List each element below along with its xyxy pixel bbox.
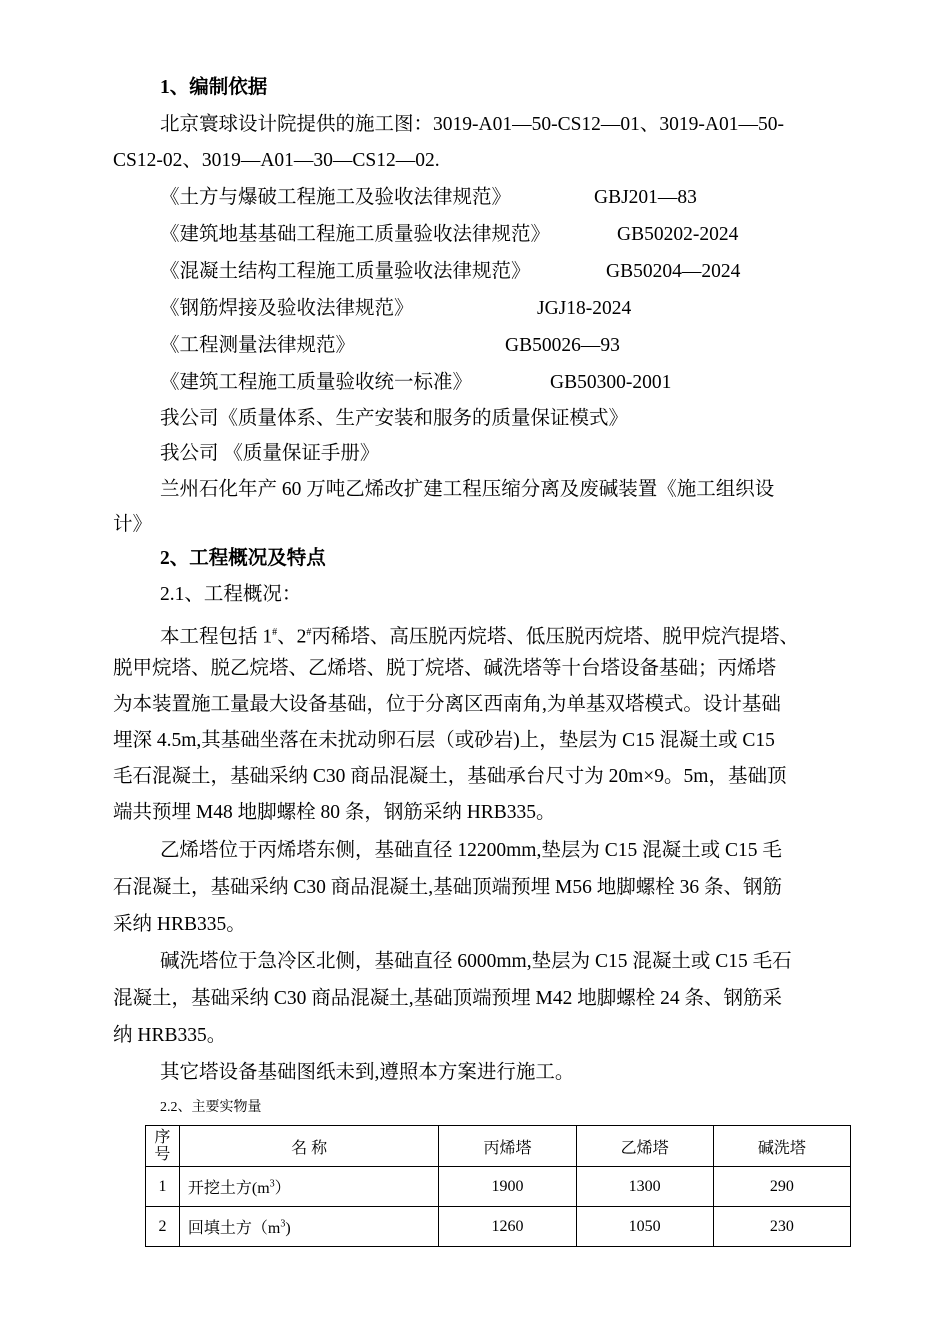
company-doc-2: 我公司 《质量保证手册》 bbox=[160, 443, 380, 464]
row-number: 2 bbox=[146, 1207, 180, 1247]
superscript: # bbox=[306, 627, 312, 638]
paragraph-1-line: 为本装置施工量最大设备基础，位于分离区西南角,为单基双塔模式。设计基础 bbox=[113, 694, 781, 715]
table-row bbox=[146, 1207, 851, 1247]
paragraph-4: 其它塔设备基础图纸未到,遵照本方案进行施工。 bbox=[160, 1062, 575, 1083]
subsection-2-2-heading: 2.2、主要实物量 bbox=[160, 1100, 262, 1115]
subsection-2-1-heading: 2.1、工程概况： bbox=[160, 584, 302, 605]
org-design-line-2: 计》 bbox=[113, 514, 153, 535]
text-span: 丙稀塔、高压脱丙烷塔、低压脱丙烷塔、脱甲烷汽提塔、 bbox=[311, 626, 799, 648]
company-doc-1: 我公司《质量体系、生产安装和服务的质量保证模式》 bbox=[160, 408, 629, 429]
paragraph-1-line: 毛石混凝土，基础采纳 C30 商品混凝土，基础承台尺寸为 20m×9。5m，基础顶 bbox=[113, 766, 787, 787]
drawings-text-line-1: 北京寰球设计院提供的施工图：3019-A01—50-CS12—01、3019-A01—50- bbox=[160, 114, 784, 135]
paragraph-1-line: 脱甲烷塔、脱乙烷塔、乙烯塔、脱丁烷塔、碱洗塔等十台塔设备基础；丙烯塔 bbox=[113, 658, 777, 679]
paragraph-2-line: 采纳 HRB335。 bbox=[113, 914, 246, 935]
standard-code: GB50204—2024 bbox=[606, 261, 741, 282]
row-value: 1050 bbox=[576, 1207, 713, 1247]
standard-name: 《建筑工程施工质量验收统一标准》 bbox=[160, 372, 473, 393]
standard-code: GB50300-2001 bbox=[550, 372, 672, 393]
org-design-line-1: 兰州石化年产 60 万吨乙烯改扩建工程压缩分离及废碱装置《施工组织设 bbox=[160, 479, 775, 500]
drawings-text-line-2: CS12-02、3019—A01—30—CS12—02. bbox=[113, 150, 440, 171]
standard-name: 《混凝土结构工程施工质量验收法律规范》 bbox=[160, 261, 531, 282]
standard-code: JGJ18-2024 bbox=[537, 298, 632, 319]
header-propylene-tower: 丙烯塔 bbox=[439, 1126, 576, 1167]
paragraph-1-line bbox=[160, 615, 799, 656]
header-name: 名 称 bbox=[179, 1126, 438, 1167]
text-span: ） bbox=[274, 1180, 291, 1197]
quantities-table bbox=[145, 1125, 851, 1247]
standard-name: 《钢筋焊接及验收法律规范》 bbox=[160, 298, 414, 319]
standard-name: 《建筑地基基础工程施工质量验收法律规范》 bbox=[160, 224, 551, 245]
paragraph-3-line: 碱洗塔位于急冷区北侧，基础直径 6000mm,垫层为 C15 混凝土或 C15 毛石 bbox=[160, 951, 792, 972]
row-value: 1300 bbox=[576, 1167, 713, 1207]
paragraph-3-line: 纳 HRB335。 bbox=[113, 1025, 227, 1046]
text-span: 回填土方（m bbox=[187, 1220, 281, 1237]
table-header-row bbox=[146, 1126, 851, 1167]
header-text: 号 bbox=[154, 1146, 171, 1163]
row-value: 230 bbox=[713, 1207, 850, 1247]
text-span: ) bbox=[285, 1220, 291, 1237]
superscript: # bbox=[272, 627, 278, 638]
paragraph-1-line: 埋深 4.5m,其基础坐落在未扰动卵石层（或砂岩)上，垫层为 C15 混凝土或 C15 bbox=[113, 730, 775, 751]
row-name bbox=[179, 1167, 438, 1207]
section-1-heading: 1、编制依据 bbox=[160, 77, 268, 98]
header-serial-number bbox=[146, 1126, 180, 1167]
text-span: 开挖土方(m bbox=[187, 1180, 270, 1197]
header-text: 序 bbox=[154, 1129, 171, 1146]
superscript: 3 bbox=[280, 1218, 286, 1230]
paragraph-3-line: 混凝土，基础采纳 C30 商品混凝土,基础顶端预埋 M42 地脚螺栓 24 条、钢筋采 bbox=[113, 988, 782, 1009]
text-span: 本工程包括 1 bbox=[160, 626, 273, 648]
paragraph-2-line: 乙烯塔位于丙烯塔东侧，基础直径 12200mm,垫层为 C15 混凝土或 C15 毛 bbox=[160, 840, 782, 861]
standard-code: GBJ201—83 bbox=[594, 187, 697, 208]
table-row bbox=[146, 1167, 851, 1207]
standard-name: 《土方与爆破工程施工及验收法律规范》 bbox=[160, 187, 512, 208]
section-2-heading: 2、工程概况及特点 bbox=[160, 548, 326, 569]
standard-name: 《工程测量法律规范》 bbox=[160, 335, 356, 356]
paragraph-1-line: 端共预埋 M48 地脚螺栓 80 条，钢筋采纳 HRB335。 bbox=[113, 802, 556, 823]
paragraph-2-line: 石混凝土，基础采纳 C30 商品混凝土,基础顶端预埋 M56 地脚螺栓 36 条、钢筋 bbox=[113, 877, 782, 898]
header-ethylene-tower: 乙烯塔 bbox=[576, 1126, 713, 1167]
row-name bbox=[179, 1207, 438, 1247]
row-value: 1260 bbox=[439, 1207, 576, 1247]
header-caustic-wash-tower: 碱洗塔 bbox=[713, 1126, 850, 1167]
row-value: 1900 bbox=[439, 1167, 576, 1207]
standard-code: GB50026—93 bbox=[505, 335, 620, 356]
standard-code: GB50202-2024 bbox=[617, 224, 739, 245]
row-number: 1 bbox=[146, 1167, 180, 1207]
row-value: 290 bbox=[713, 1167, 850, 1207]
text-span: 、2 bbox=[277, 626, 307, 648]
superscript: 3 bbox=[269, 1178, 275, 1190]
